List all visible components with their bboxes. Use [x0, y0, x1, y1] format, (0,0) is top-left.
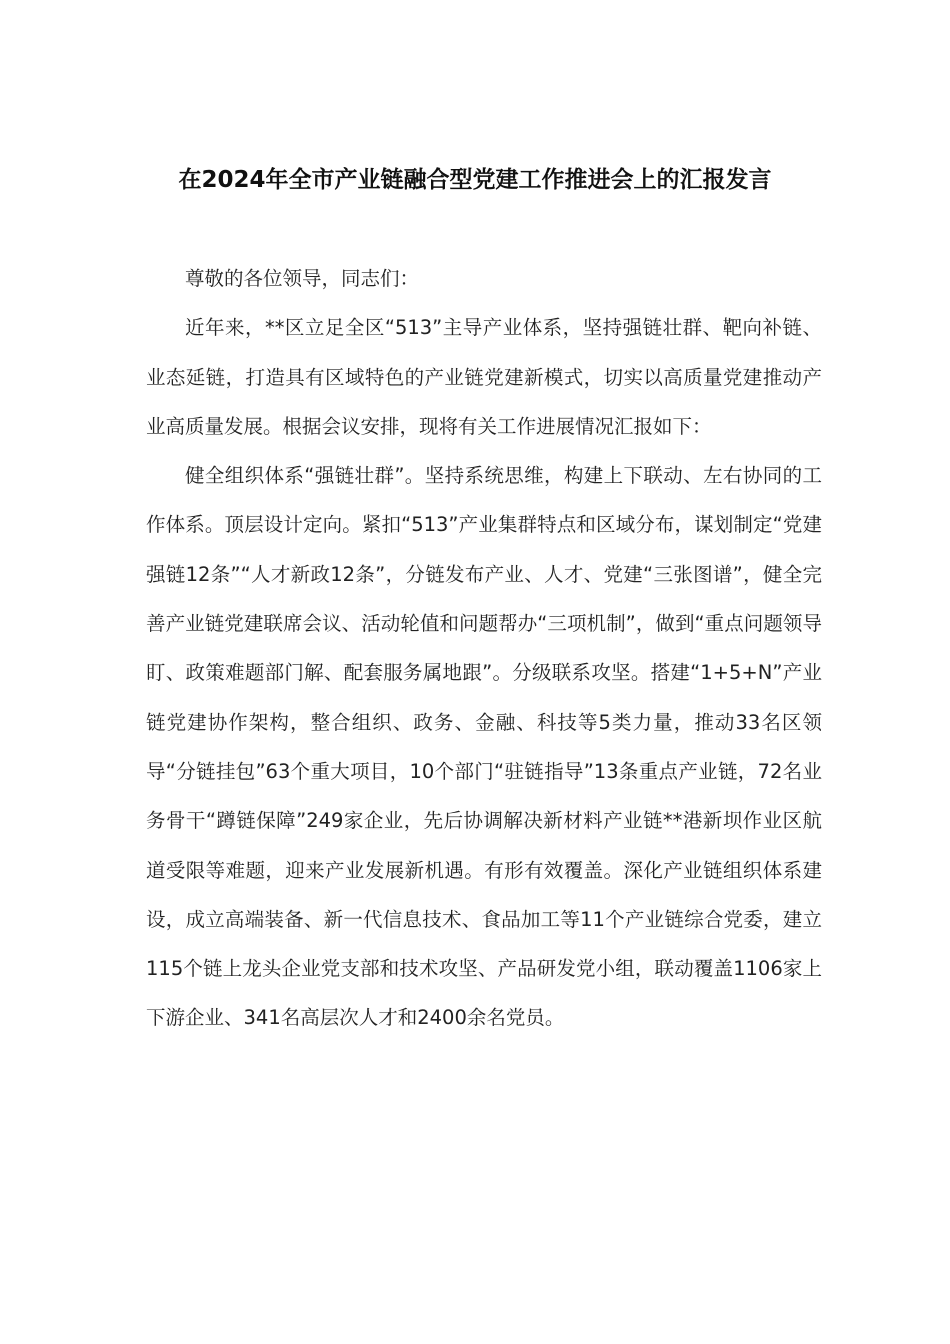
organization-system-paragraph: 健全组织体系“强链壮群”。坚持系统思维，构建上下联动、左右协同的工作体系。顶层设计定向。紧扣“513”产业集群特点和区域分布，谋划制定“党建强链12条”“人才新政12条”，分链发布产业、人才、党建“三张图谱”，健全完善产业链党建联席会议、活动轮值和问题帮办“三项机制”，做到“重点问题领导盯、政策难题部门解、配套服务属地跟”。分级联系攻坚。搭建“1+5+N”产业链党建协作架构，整合组织、政务、金融、科技等5类力量，推动33名区领导“分链挂包”63个重大项目，10个部门“驻链指导”13条重点产业链，72名业务骨干“蹲链保障”249家企业，先后协调解决新材料产业链**港新坝作业区航道受限等难题，迎来产业发展新机遇。有形有效覆盖。深化产业链组织体系建设，成立高端装备、新一代信息技术、食品加工等11个产业链综合党委，建立115个链上龙头企业党支部和技术攻坚、产品研发党小组，联动覆盖1106家上下游企业、341名高层次人才和2400余名党员。 [146, 464, 822, 1030]
document-body [146, 254, 822, 1043]
intro-paragraph: 近年来，**区立足全区“513”主导产业体系，坚持强链壮群、靶向补链、业态延链，打造具有区域特色的产业链党建新模式，切实以高质量党建推动产业高质量发展。根据会议安排，现将有关工作进展情况汇报如下： [146, 316, 822, 438]
salutation-paragraph: 尊敬的各位领导，同志们： [185, 267, 420, 290]
document-title: 在2024年全市产业链融合型党建工作推进会上的汇报发言 [178, 167, 772, 193]
